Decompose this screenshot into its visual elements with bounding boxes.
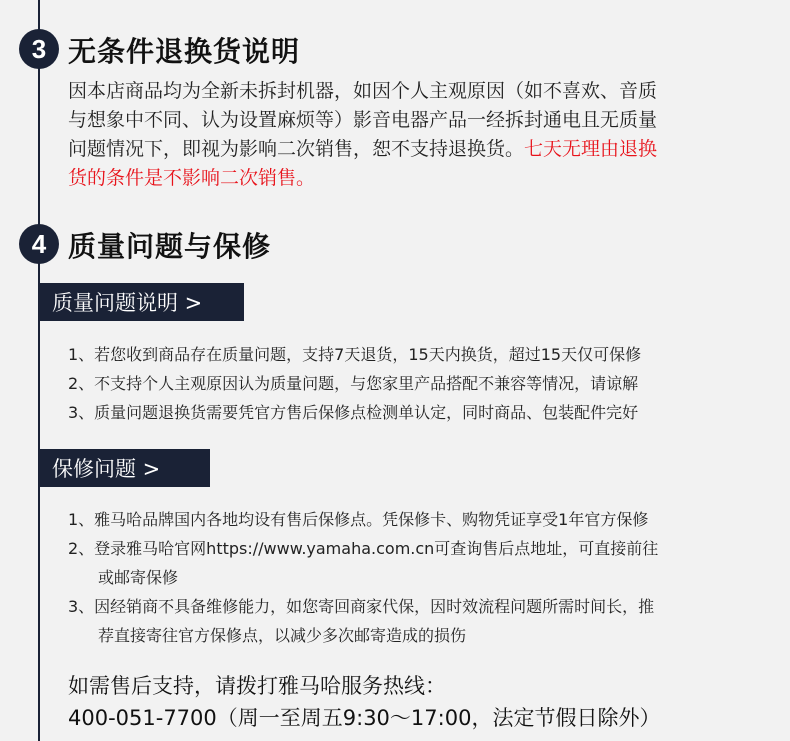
section-title-quality-warranty: 质量问题与保修: [68, 230, 272, 263]
text-segment: 问题情况下，即视为影响二次销售，恕不支持退换货。: [68, 138, 525, 160]
list-item: 3、质量问题退换货需要凭官方售后保修点检测单认定，同时商品、包装配件完好: [68, 403, 639, 422]
section-title-return-policy: 无条件退换货说明: [68, 35, 301, 68]
list-item: 2、登录雅马哈官网https://www.yamaha.com.cn可查询售后点地址，可直接前往: [68, 539, 659, 558]
hotline-number: 400-051-7700（周一至周五9:30～17:00，法定节假日除外）: [68, 706, 661, 730]
list-item-continuation: 或邮寄保修: [98, 568, 179, 587]
warranty-list: [68, 505, 768, 650]
quality-issue-list: [68, 340, 768, 427]
text-line: 因本店商品均为全新未拆封机器，如因个人主观原因（如不喜欢、音质: [68, 80, 658, 102]
text-line: 与想象中不同、认为设置麻烦等）影音电器产品一经拆封通电且无质量: [68, 109, 658, 131]
list-item: 1、雅马哈品牌国内各地均设有售后保修点。凭保修卡、购物凭证享受1年官方保修: [68, 510, 649, 529]
quality-issue-tag: 质量问题说明 >: [38, 283, 244, 321]
text-line: [68, 135, 758, 164]
section-number-badge: 3: [19, 29, 59, 69]
list-item: 3、因经销商不具备维修能力，如您寄回商家代保，因时效流程问题所需时间长，推: [68, 597, 655, 616]
section-number-badge: 4: [19, 224, 59, 264]
hotline-label: 如需售后支持，请拨打雅马哈服务热线：: [68, 674, 446, 698]
warranty-tag: 保修问题 >: [38, 449, 210, 487]
list-item-continuation: 荐直接寄往官方保修点，以减少多次邮寄造成的损伤: [98, 626, 467, 645]
timeline-line: [38, 0, 40, 741]
hotline-info: [68, 670, 660, 734]
list-item: 2、不支持个人主观原因认为质量问题，与您家里产品搭配不兼容等情况，请谅解: [68, 374, 639, 393]
return-policy-text: [68, 77, 758, 193]
highlight-text: 货的条件是不影响二次销售。: [68, 167, 316, 189]
highlight-text: 七天无理由退换: [524, 138, 658, 160]
list-item: 1、若您收到商品存在质量问题，支持7天退货，15天内换货，超过15天仅可保修: [68, 345, 642, 364]
